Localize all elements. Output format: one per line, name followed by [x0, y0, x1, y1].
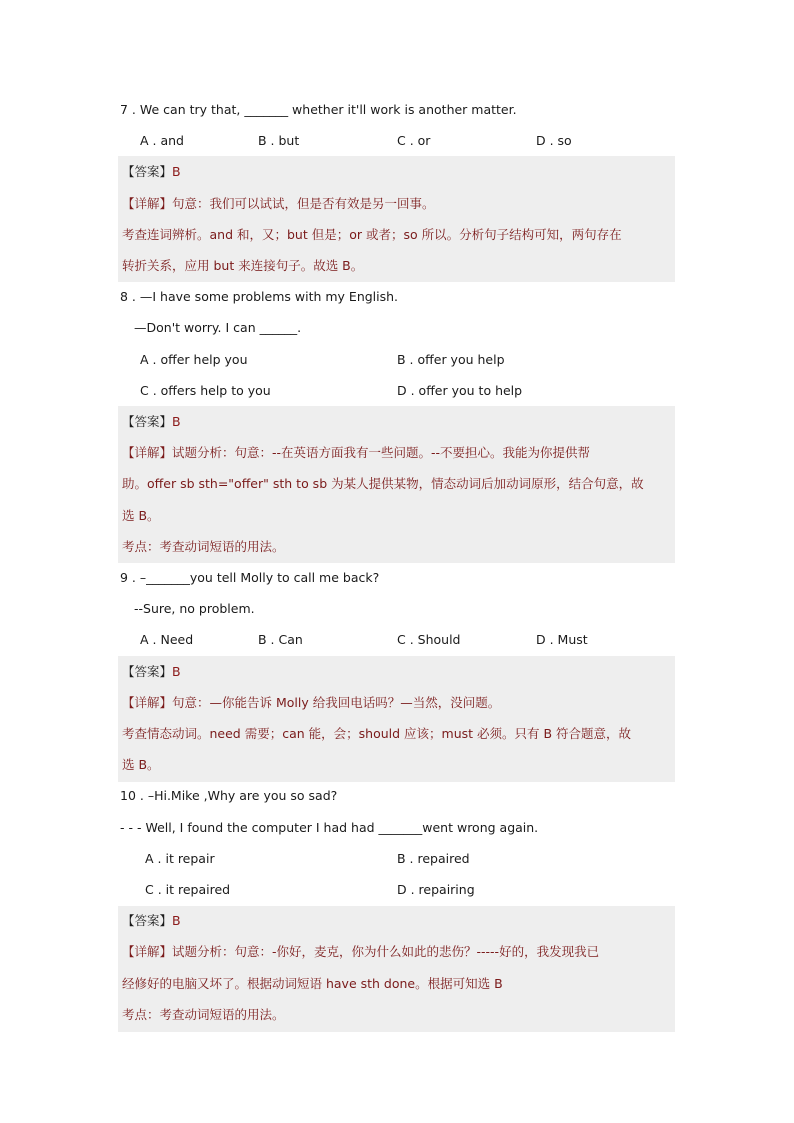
q7-detail-line-2: 考查连词辨析。and 和，又；but 但是；or 或者；so 所以。分析句子结构可知，两句存在	[122, 227, 622, 242]
q7-answer-line	[122, 162, 181, 182]
q9-option-d: D . Must	[536, 632, 588, 647]
q7-option-b: B . but	[258, 133, 300, 148]
q8-option-a: A . offer help you	[140, 352, 248, 367]
q8-detail-line-3: 选 B。	[122, 508, 160, 523]
answer-label: 【答案】	[122, 414, 173, 429]
q10-answer-block	[118, 906, 675, 1032]
q7-option-d: D . so	[536, 133, 572, 148]
answer-value: B	[172, 414, 181, 429]
q9-detail-line-2: 考查情态动词。need 需要；can 能，会；should 应该；must 必须。只有 B 符合题意，故	[122, 726, 632, 741]
answer-value: B	[172, 164, 181, 179]
q7-detail-line-3: 转折关系，应用 but 来连接句子。故选 B。	[122, 258, 364, 273]
q7-detail-line-1: 【详解】句意：我们可以试试，但是否有效是另一回事。	[122, 196, 435, 211]
answer-label: 【答案】	[122, 164, 173, 179]
q8-option-c: C . offers help to you	[140, 383, 271, 398]
question-10-stem-2: - - - Well, I found the computer I had had _______went wrong again.	[120, 820, 539, 835]
q9-answer-block	[118, 656, 675, 782]
q10-detail-line-2: 经修好的电脑又坏了。根据动词短语 have sth done。根据可知选 B	[122, 976, 503, 991]
answer-label: 【答案】	[122, 664, 173, 679]
answer-label: 【答案】	[122, 913, 173, 928]
q10-option-c: C . it repaired	[145, 882, 231, 897]
q10-option-d: D . repairing	[397, 882, 475, 897]
q9-answer-line	[122, 662, 181, 682]
q7-option-a: A . and	[140, 133, 184, 148]
q7-answer-block	[118, 156, 675, 282]
q8-detail-line-2: 助。offer sb sth="offer" sth to sb 为某人提供某物，情态动词后加动词原形，结合句意，故	[122, 476, 644, 491]
q8-answer-block	[118, 406, 675, 563]
answer-value: B	[172, 664, 181, 679]
q8-detail-line-4: 考点：考查动词短语的用法。	[122, 539, 285, 554]
q9-detail-line-3: 选 B。	[122, 757, 160, 772]
q7-option-c: C . or	[397, 133, 431, 148]
q8-detail-line-1: 【详解】试题分析：句意：--在英语方面我有一些问题。--不要担心。我能为你提供帮	[122, 445, 591, 460]
q10-detail-line-1: 【详解】试题分析：句意：-你好，麦克，你为什么如此的悲伤？-----好的，我发现我已	[122, 944, 600, 959]
q10-option-b: B . repaired	[397, 851, 470, 866]
question-8-stem: 8 . —I have some problems with my English.	[120, 289, 399, 304]
question-9-stem-2: --Sure, no problem.	[134, 601, 255, 616]
q9-option-a: A . Need	[140, 632, 194, 647]
q10-answer-line	[122, 911, 181, 931]
q10-option-a: A . it repair	[145, 851, 215, 866]
q8-option-d: D . offer you to help	[397, 383, 523, 398]
question-10-stem: 10 . –Hi.Mike ,Why are you so sad?	[120, 788, 338, 803]
q9-option-b: B . Can	[258, 632, 303, 647]
answer-value: B	[172, 913, 181, 928]
q9-detail-line-1: 【详解】句意：—你能告诉 Molly 给我回电话吗？—当然，没问题。	[122, 695, 501, 710]
q8-option-b: B . offer you help	[397, 352, 505, 367]
q8-answer-line	[122, 412, 181, 432]
q10-detail-line-3: 考点：考查动词短语的用法。	[122, 1007, 285, 1022]
question-8-stem-2: —Don't worry. I can ______.	[134, 320, 302, 335]
question-9-stem: 9 . –_______you tell Molly to call me back?	[120, 570, 380, 585]
q9-option-c: C . Should	[397, 632, 461, 647]
question-7-stem: 7 . We can try that, _______ whether it'll work is another matter.	[120, 102, 517, 117]
